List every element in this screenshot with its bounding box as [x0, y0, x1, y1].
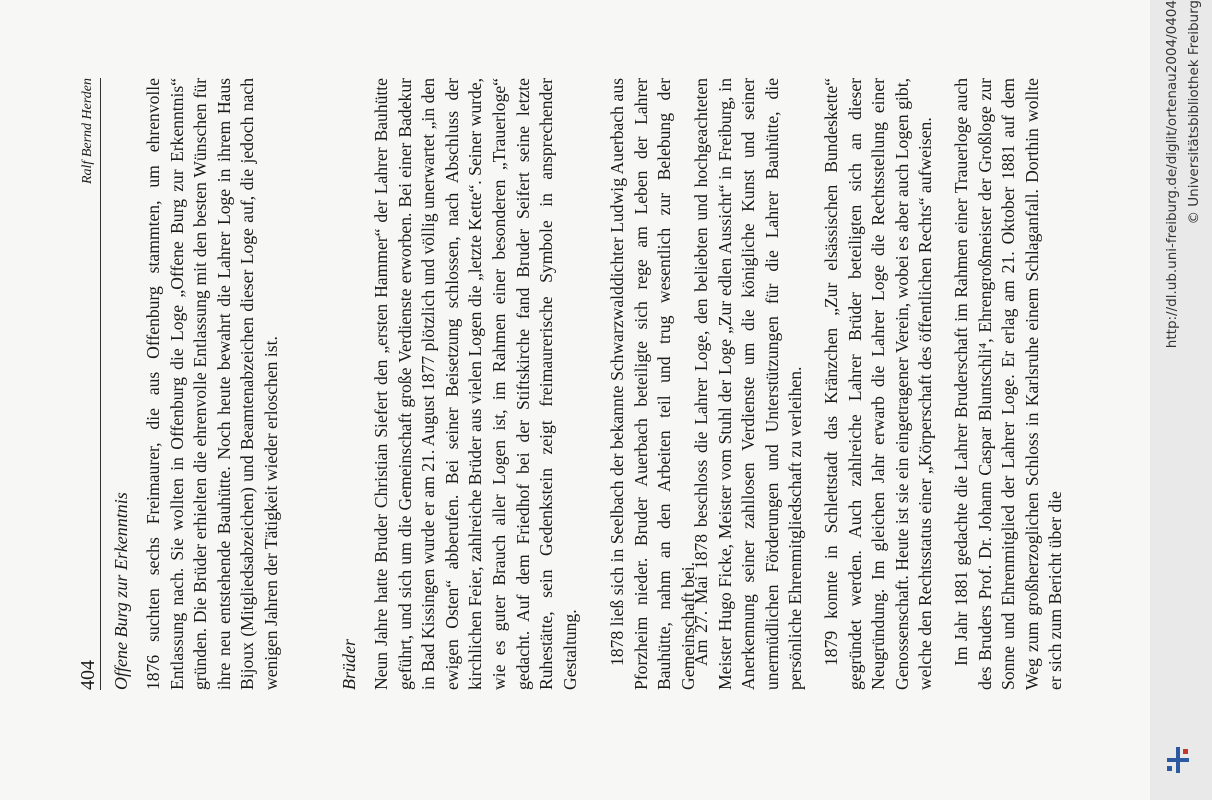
paragraph: Im Jahr 1881 gedachte die Lahrer Bruderschaft im Rahmen einer Trauerloge auch des Bruders Prof. Dr. Johann Caspar Bluntschli⁴, Ehrengroßmeister der Großloge zur Sonne und Ehrenmitglied der Lahrer Loge. Er erlag am 21. Oktober 1881 auf dem Weg zum großherzoglichen Schloss in Karlsruhe einem Schlaganfall. Dorthin wollte er sich zum Bericht über die	[951, 78, 1066, 690]
paragraph: 1878 ließ sich in Seelbach der bekannte Schwarzwalddichter Ludwig Auerbach aus Pforzheim nieder. Bruder Auerbach beteiligte sich rege am Leben der Lahrer Bauhütte, nahm an den Arbeiten teil und trug wesentlich zur Belebung der Gemeinschaft bei.	[607, 78, 698, 690]
source-url[interactable]: http://dl.ub.uni-freiburg.de/diglit/ortenau2004/0404	[1164, 0, 1180, 349]
ub-freiburg-logo-icon	[1163, 745, 1193, 775]
running-head: Ralf Bernd Herden	[80, 78, 95, 185]
sidebar-text	[1150, 0, 1212, 800]
section-title-brueder: Brüder	[339, 639, 359, 690]
page-header	[78, 78, 101, 690]
paragraph: Neun Jahre hatte Bruder Christian Siefert den „ersten Hammer“ der Lahrer Bauhütte geführt, und sich um die Gemeinschaft große Verdienste erworben. Bei einer Badekur in Bad Kissingen wurde er am 21. August 1877 plötzlich und völlig unerwartet „in den ewigen Osten“ abberufen. Bei seiner Beisetzung schlossen, nach Abschluss der kirchlichen Feier, zahlreiche Brüder aus vielen Logen die „letzte Kette“. Seiner wurde, wie es guter Brauch aller Logen ist, im Rahmen einer besonderen „Trauerloge“ gedacht. Auf dem Friedhof bei der Stiftskirche fand Bruder Seifert seine letzte Ruhestätte, sein Gedenkstein zeigt freimaurerische Symbole in ansprechender Gestaltung.	[371, 78, 580, 690]
logo-stem	[1176, 747, 1180, 773]
logo-square	[1167, 766, 1172, 771]
library-sidebar	[1150, 0, 1212, 800]
paragraph: 1876 suchten sechs Freimaurer, die aus Offenburg stammten, um ehrenvolle Entlassung nach. Sie wollten in Offenburg die Loge „Offene Burg zur Erkenntnis“ gründen. Die Brüder erhielten die ehrenvolle Entlassung mit den besten Wünschen für ihre neu entstehende Bauhütte. Noch heute bewahrt die Lahrer Loge in ihrem Haus Bijoux (Mitgliedsabzeichen) und Beamtenabzeichen dieser Loge auf, die jedoch nach wenigen Jahren der Tätigkeit wieder erloschen ist.	[143, 78, 281, 690]
paragraph: 1879 konnte in Schlettstadt das Kränzchen „Zur elsässischen Bundeskette“ gegründet werden. Auch zahlreiche Lahrer Brüder beteiligten sich an dieser Neugründung. Im gleichen Jahr erwarb die Lahrer Loge die Rechtsstellung einer Genossenschaft. Heute ist sie ein eingetragener Verein, wobei es aber auch Logen gibt, welche den Rechtsstatus einer „Körperschaft des öffentlichen Rechts“ aufweisen.	[821, 78, 936, 690]
section-title-offene-burg: Offene Burg zur Erkenntnis	[111, 492, 131, 690]
copyright-note: © Universitätsbibliothek Freiburg	[1186, 0, 1202, 225]
paragraph: Am 27. Mai 1878 beschloss die Lahrer Loge, den beliebten und hochgeachteten Meister Hugo Ficke, Meister vom Stuhl der Loge „Zur edlen Aussicht“ in Freiburg, in Anerkennung seiner zahllosen Verdienste um die königliche Kunst und seiner unermüdlichen Förderungen und Unterstützungen für die Lahrer Bauhütte, die persönliche Ehrenmitgliedschaft zu verleihen.	[691, 78, 806, 690]
logo-square	[1183, 749, 1188, 754]
page-number: 404	[77, 660, 99, 690]
